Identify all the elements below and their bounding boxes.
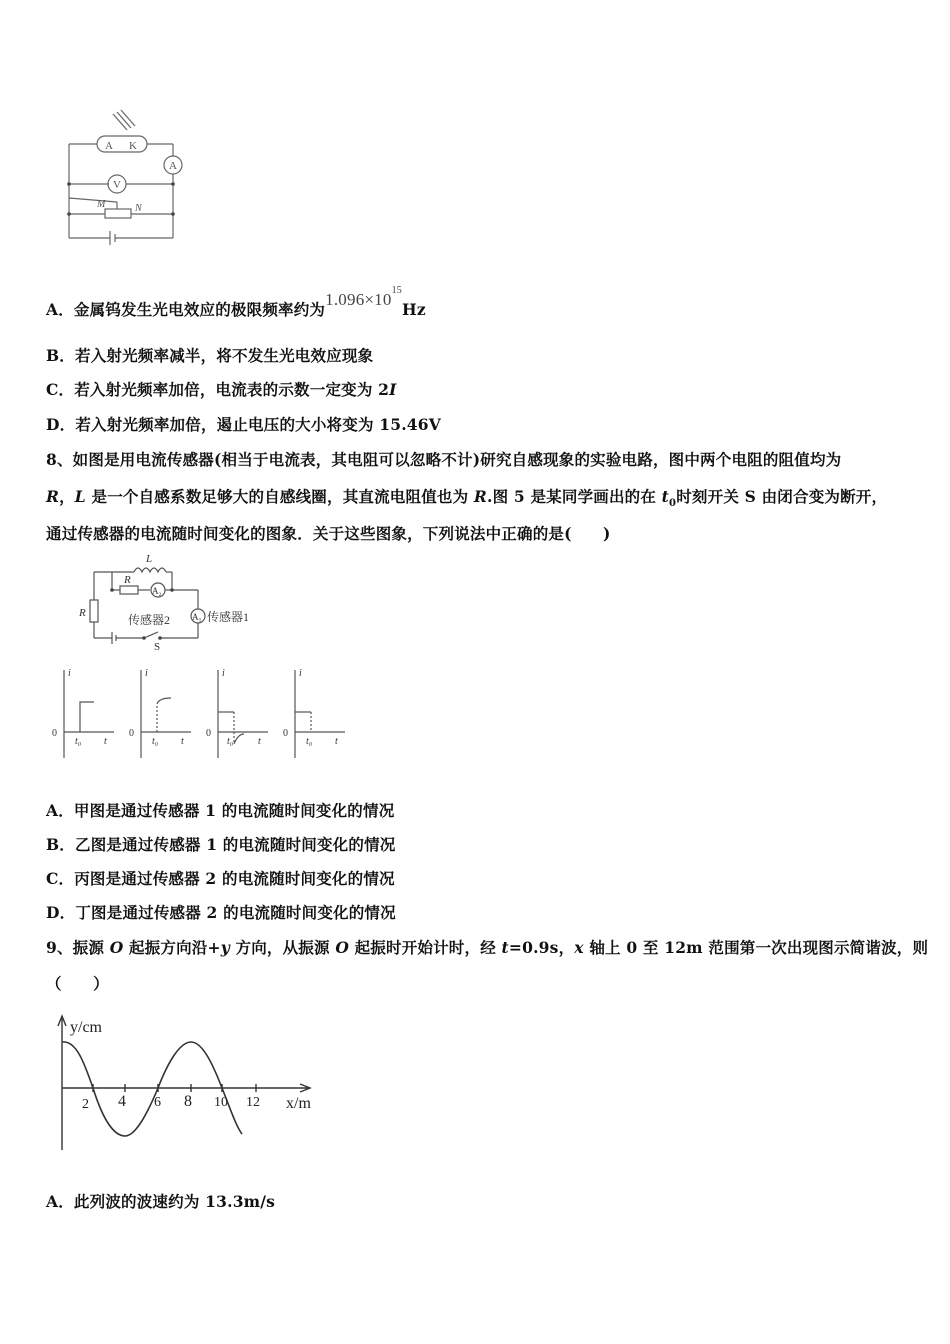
graph2-origin-label: 0: [129, 728, 134, 739]
q9-text-i: =0.9s，: [508, 938, 575, 957]
q8-var-l: L: [74, 487, 86, 506]
q8-stem-line2: [46, 485, 887, 509]
graph1-origin-label: 0: [52, 728, 57, 739]
q8-option-c: C．丙图是通过传感器 2 的电流随时间变化的情况: [46, 869, 395, 888]
wave-xlabel: x/m: [286, 1095, 311, 1112]
q8-var-r: R: [46, 487, 60, 506]
q7-option-d: D．若入射光频率加倍，遏止电压的大小将变为 15.46V: [46, 415, 442, 434]
q8-text-i: 时刻开关 S 由闭合变为断开，: [676, 487, 888, 506]
q9-text-e: 方向，从振源: [229, 938, 336, 957]
q7-option-c-var: I: [389, 380, 397, 399]
q9-text-c: 起振方向沿+: [123, 938, 221, 957]
q7-option-a: [46, 284, 426, 320]
q9-stem-line2: （ ）: [46, 974, 109, 993]
graph2-i-label: i: [145, 668, 148, 679]
q9-var-y: y: [220, 938, 230, 957]
circuit-r2-label: R: [124, 574, 131, 586]
wave-tick-6: 6: [154, 1095, 161, 1110]
graph1-t-label: t: [104, 736, 107, 747]
q8-text-b: ，: [59, 487, 75, 506]
q7-option-b: B．若入射光频率减半，将不发生光电效应现象: [46, 346, 374, 365]
voltmeter-label: V: [113, 179, 121, 191]
graph3-origin-label: 0: [206, 728, 211, 739]
circuit-sensor2-label: 传感器2: [128, 613, 171, 627]
q9-text-g: 起振时开始计时，经: [349, 938, 502, 957]
circuit-r1-label: R: [79, 607, 86, 619]
wave-tick-2: 2: [82, 1097, 89, 1112]
graph2-t0-label: t₀: [152, 736, 159, 747]
q8-var-r2: R: [473, 487, 487, 506]
graph3-i-label: i: [222, 668, 225, 679]
graph2-t-label: t: [181, 736, 184, 747]
phototube-anode-label: A: [105, 140, 113, 152]
circuit-a1-label: A₁: [192, 612, 202, 622]
q7-option-a-unit: Hz: [401, 300, 426, 319]
circuit-switch-label: S: [154, 641, 161, 652]
q7-option-a-text: A．金属钨发生光电效应的极限频率约为: [46, 300, 326, 319]
wave-figure: [50, 1010, 340, 1160]
q8-stem-line3: 通过传感器的电流随时间变化的图象．关于这些图象，下列说法中正确的是( ): [46, 524, 611, 543]
graph1-t0-label: t₀: [75, 736, 82, 747]
q7-option-a-sci: 1.096×10: [325, 290, 392, 309]
q7-option-c: [46, 378, 397, 400]
rheostat-m-label: M: [97, 199, 106, 210]
circuit-a2-label: A₂: [152, 586, 162, 596]
q9-var-o2: O: [335, 938, 350, 957]
q9-text-a: 9、振源: [46, 938, 110, 957]
q9-var-x: x: [574, 938, 584, 957]
wave-tick-8: 8: [184, 1093, 192, 1110]
wave-tick-12: 12: [246, 1095, 260, 1110]
photoelectric-circuit-figure: [55, 108, 195, 253]
q8-stem-line1: 8、如图是用电流传感器(相当于电流表，其电阻可以忽略不计)研究自感现象的实验电路，图中两个电阻的阻值均为: [46, 450, 842, 469]
ammeter-label: A: [169, 160, 177, 172]
rheostat-n-label: N: [135, 203, 142, 214]
q9-stem-line1: [46, 936, 928, 958]
q8-option-a: A．甲图是通过传感器 1 的电流随时间变化的情况: [46, 801, 395, 820]
q9-option-a: A．此列波的波速约为 13.3m/s: [46, 1192, 276, 1211]
q8-text-d: 是一个自感系数足够大的自感线圈，其直流电阻值也为: [85, 487, 474, 506]
q8-var-t: t: [661, 487, 670, 506]
wave-tick-10: 10: [214, 1095, 228, 1110]
graph4-t0-label: t₀: [306, 736, 313, 747]
q7-option-a-exp: 15: [391, 284, 402, 296]
q9-var-o: O: [109, 938, 124, 957]
graph4-i-label: i: [299, 668, 302, 679]
wave-tick-4: 4: [118, 1093, 126, 1110]
graph4-origin-label: 0: [283, 728, 288, 739]
q9-var-t: t: [501, 938, 509, 957]
graph4-t-label: t: [335, 736, 338, 747]
circuit-sensor1-label: 传感器1: [207, 610, 250, 624]
graph3-t0-label: t₀: [227, 736, 234, 747]
q8-sub-0: 0: [669, 498, 677, 510]
graph1-i-label: i: [68, 668, 71, 679]
circuit-l-label: L: [146, 553, 153, 565]
q8-text-f: .图 5 是某同学画出的在: [487, 487, 662, 506]
phototube-cathode-label: K: [129, 140, 137, 152]
q7-option-c-text: C．若入射光频率加倍，电流表的示数一定变为 2: [46, 380, 390, 399]
q9-text-k: 轴上 0 至 12m 范围第一次出现图示简谐波，则: [583, 938, 929, 957]
current-graphs-figure: [46, 662, 346, 762]
q8-option-d: D．丁图是通过传感器 2 的电流随时间变化的情况: [46, 903, 396, 922]
q8-option-b: B．乙图是通过传感器 1 的电流随时间变化的情况: [46, 835, 396, 854]
graph3-t-label: t: [258, 736, 261, 747]
self-induction-circuit-figure: [72, 552, 272, 652]
wave-ylabel: y/cm: [70, 1019, 102, 1036]
